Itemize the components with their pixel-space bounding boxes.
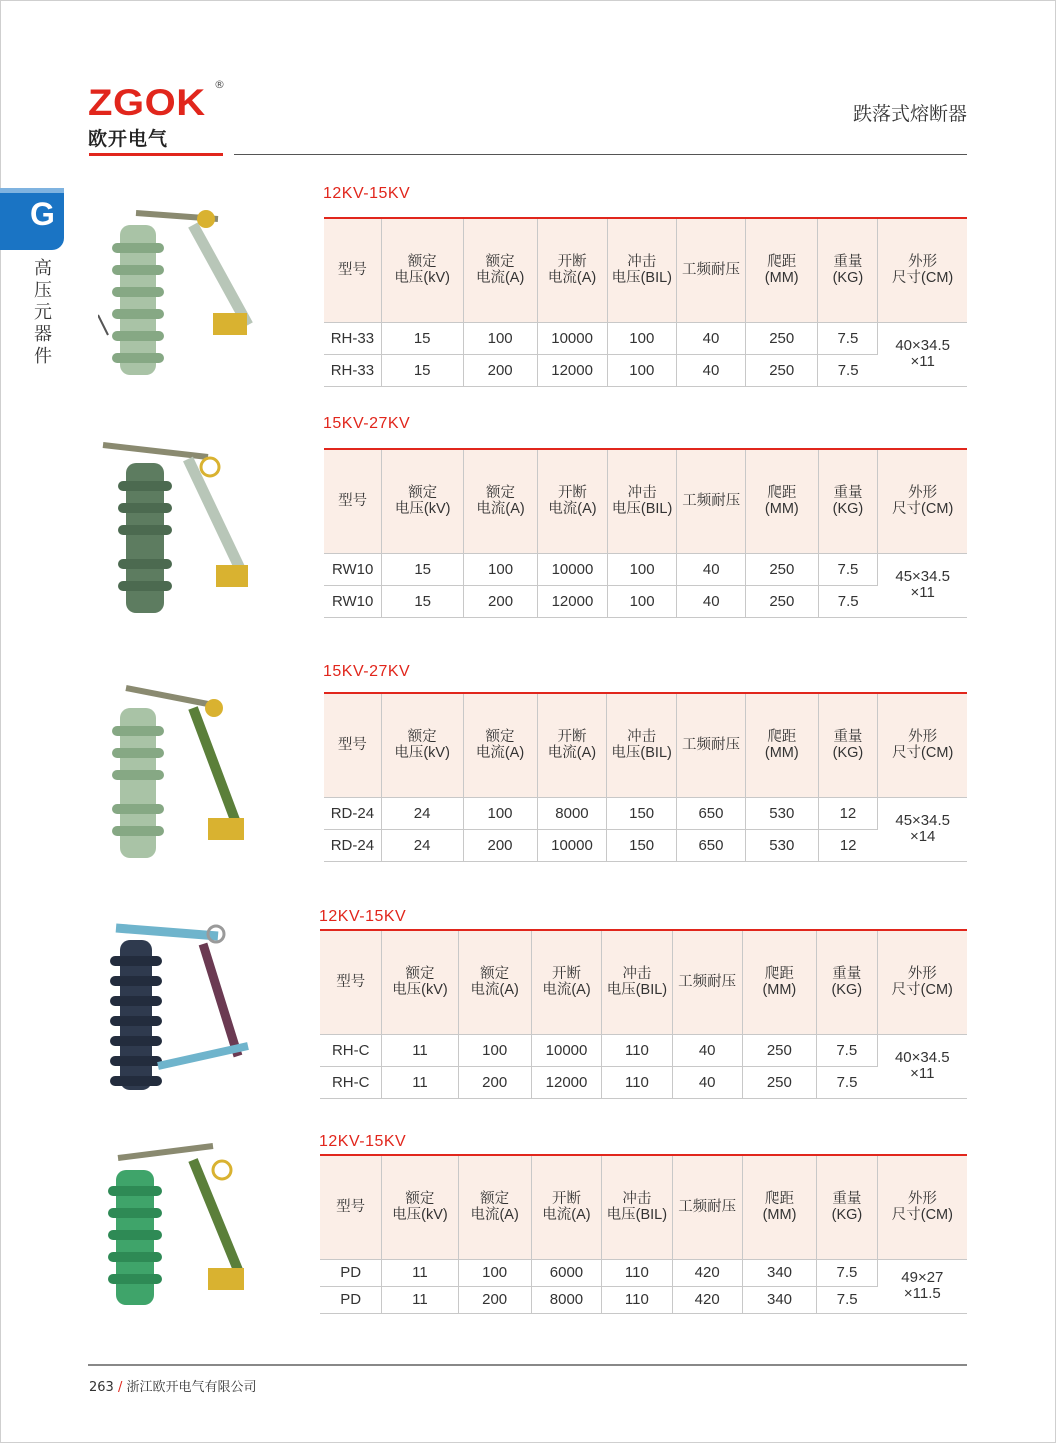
column-header-line: 额定 [480,1191,510,1208]
table-cell: 7.5 [818,354,878,386]
column-header [458,1156,531,1259]
spec-table [324,450,967,618]
column-header-line: 电流(A) [470,982,519,999]
table-cell: 110 [602,1259,672,1286]
table-cell: 100 [607,354,677,386]
table-cell: 250 [742,1034,816,1066]
table-cell: 8000 [537,797,607,829]
table-cell: 530 [746,829,818,861]
footer-rule [88,1364,967,1366]
table-cell: 200 [463,829,537,861]
table-cell: RH-33 [324,322,381,354]
table-cell: 12000 [537,354,607,386]
table-cell: 10000 [537,829,607,861]
fuse-product-image [98,916,258,1106]
column-header [324,450,382,553]
table-cell: 100 [463,797,537,829]
tab-label-char: 压 [34,280,52,301]
column-header-line: (KG) [832,270,864,287]
column-header-line: (MM) [764,745,799,762]
spec-table [324,694,967,862]
table-cell: 200 [458,1066,531,1098]
table-row [320,1286,967,1313]
section-tab-highlight [0,188,64,193]
column-header-line: 外形 [907,1191,937,1208]
column-header [458,931,531,1034]
column-header-line: 电流(A) [470,1207,519,1224]
table-cell: 340 [742,1286,816,1313]
table-cell: 15 [381,322,463,354]
table-cell: 7.5 [817,1286,878,1313]
company-name: 浙江欧开电气有限公司 [126,1380,257,1395]
table-cell: 420 [672,1286,742,1313]
table-cell: PD [320,1259,382,1286]
column-header [538,450,608,553]
table-cell: 420 [672,1259,742,1286]
footer [89,1376,257,1395]
column-header-line: 重量 [832,1191,862,1208]
column-header-line: (KG) [831,982,863,999]
column-header [817,1156,878,1259]
table-cell: 12000 [538,585,608,617]
table-cell: 340 [742,1259,816,1286]
table-cell: RW10 [324,585,382,617]
column-header-line: 重量 [832,966,862,983]
table-cell: 7.5 [817,1259,878,1286]
footer-separator: / [117,1380,123,1395]
column-header-line: 开断 [552,966,581,983]
column-header-line: 尺寸(CM) [892,270,954,287]
header-rule [234,154,967,155]
logo-wordmark: ZGOK [88,82,206,123]
column-header-line: 电流(A) [542,1207,591,1224]
column-header [877,1156,967,1259]
dimension-line: 45×34.5 [895,812,950,829]
column-header-line: 型号 [337,262,367,279]
table-header-row [324,219,967,322]
column-header [464,450,538,553]
column-header-line: 电压(BIL) [606,982,668,999]
column-header-line: 额定 [405,966,435,983]
column-header-line: 电流(A) [547,745,597,762]
column-header [677,450,746,553]
column-header-line: 额定 [485,729,515,746]
table-row [324,797,967,829]
table-cell: 40 [672,1034,742,1066]
column-header-line: 型号 [336,974,366,991]
column-header-line: 电压(kV) [392,1207,448,1224]
table-cell: 40 [672,1066,742,1098]
column-header-line: 额定 [407,254,437,271]
tab-label-char: 器 [34,324,52,345]
column-header-line: 电压(BIL) [611,501,673,518]
table-cell: 11 [382,1034,458,1066]
column-header [878,694,967,797]
column-header-line: 工频耐压 [681,737,740,754]
column-header [382,1156,458,1259]
column-header-line: 额定 [408,485,438,502]
column-header [677,219,746,322]
column-header-line: 电流(A) [476,501,525,518]
table-cell: 100 [458,1259,531,1286]
table-cell: 7.5 [818,322,878,354]
column-header [381,694,463,797]
column-header-line: 额定 [480,966,510,983]
table-cell: 250 [746,585,818,617]
column-header-line: 重量 [833,254,863,271]
column-header-line: (KG) [831,1207,863,1224]
table-cell: RW10 [324,553,382,585]
brand-logo [88,78,225,151]
column-header-line: 型号 [337,737,367,754]
column-header-line: 额定 [485,254,515,271]
column-header [877,931,967,1034]
table-cell: 650 [676,829,745,861]
column-header-line: (KG) [832,745,864,762]
spec-table [324,219,967,387]
column-header-line: 冲击 [627,254,657,271]
column-header-line: 电压(BIL) [611,745,672,762]
dimension-line: ×14 [909,828,936,845]
table-cell: 24 [381,829,463,861]
page-title: 跌落式熔断器 [852,103,967,125]
column-header [818,450,878,553]
column-header [602,1156,672,1259]
section-title: 12KV-15KV [319,908,407,925]
column-header [746,450,818,553]
column-header-line: 开断 [551,1191,581,1208]
table-cell: RH-C [320,1034,382,1066]
dimension-line: 40×34.5 [894,1049,950,1066]
table-cell: RD-24 [324,829,381,861]
column-header-line: 尺寸(CM) [891,982,953,999]
dimension-line: ×11 [910,1065,935,1082]
column-header-line: 冲击 [627,729,657,746]
table-cell: 100 [607,322,677,354]
column-header [676,694,745,797]
table-header-row [320,1156,967,1259]
table-cell: 11 [382,1066,458,1098]
dimension-cell [877,1034,967,1098]
logo-chinese-name: 欧开电气 [88,128,169,150]
column-header [602,931,672,1034]
table-cell: 7.5 [818,553,878,585]
column-header-line: 冲击 [622,1191,652,1208]
table-cell: 530 [746,797,818,829]
table-cell: 40 [677,585,746,617]
dimension-line: 49×27 [901,1269,944,1286]
table-cell: 110 [602,1286,672,1313]
dimension-line: ×11.5 [903,1285,941,1302]
column-header-line: 电流(A) [547,270,597,287]
table-row [324,553,967,585]
table-cell: 150 [607,797,676,829]
column-header-line: 额定 [405,1191,435,1208]
dimension-cell [877,1259,967,1313]
column-header-line: 电压(kV) [394,501,451,518]
table-cell: 650 [676,797,745,829]
column-header [878,450,967,553]
column-header [607,450,676,553]
table-cell: 11 [382,1286,458,1313]
table-cell: 7.5 [817,1066,878,1098]
table-cell: 12000 [531,1066,602,1098]
column-header-line: 外形 [908,729,938,746]
column-header [320,1156,382,1259]
column-header-line: 额定 [407,729,437,746]
column-header-line: 开断 [557,485,587,502]
column-header [382,931,458,1034]
column-header-line: (MM) [764,501,799,518]
table-cell: RD-24 [324,797,381,829]
column-header [672,931,742,1034]
table-cell: 100 [458,1034,531,1066]
column-header [382,450,464,553]
page-number: 263 [89,1380,114,1395]
column-header-line: (MM) [764,270,799,287]
column-header-line: 重量 [833,485,863,502]
table-cell: RH-33 [324,354,381,386]
table-cell: 200 [464,585,538,617]
column-header-line: 爬距 [765,1191,794,1208]
column-header [607,694,676,797]
dimension-cell [878,322,967,386]
table-cell: 11 [382,1259,458,1286]
fuse-product-image [98,678,258,868]
column-header-line: 爬距 [767,254,797,271]
tab-label-char: 元 [34,302,52,323]
dimension-cell [878,553,967,617]
column-header-line: 爬距 [764,966,794,983]
table-row [324,829,967,861]
table-cell: 100 [607,585,676,617]
table-cell: 12 [818,829,878,861]
logo-underline [89,153,223,156]
table-cell: 7.5 [817,1034,878,1066]
column-header-line: 电压(BIL) [606,1207,668,1224]
table-cell: 15 [381,354,463,386]
column-header-line: 型号 [338,493,368,510]
column-header-line: 工频耐压 [682,493,741,510]
column-header [746,694,818,797]
column-header-line: 尺寸(CM) [891,1207,953,1224]
column-header [531,931,602,1034]
column-header-line: 额定 [486,485,516,502]
table-cell: 150 [607,829,676,861]
registered-mark: ® [214,78,225,91]
column-header-line: 外形 [908,485,938,502]
section-title: 15KV-27KV [323,415,411,432]
dimension-line: ×11 [910,584,935,601]
column-header-line: 开断 [557,729,587,746]
column-header [324,219,381,322]
column-header [537,694,607,797]
table-cell: 200 [458,1286,531,1313]
table-row [324,322,967,354]
table-cell: 10000 [538,553,608,585]
column-header-line: 电流(A) [548,501,597,518]
column-header-line: 冲击 [627,485,657,502]
column-header-line: 电压(BIL) [611,270,672,287]
table-row [320,1034,967,1066]
column-header [818,694,878,797]
column-header-line: 开断 [557,254,587,271]
table-cell: RH-C [320,1066,382,1098]
column-header-line: 电流(A) [542,982,591,999]
table-row [320,1259,967,1286]
column-header-line: 尺寸(CM) [892,501,954,518]
table-cell: 250 [746,553,818,585]
table-cell: 100 [607,553,676,585]
column-header [320,931,382,1034]
table-cell: 10000 [537,322,607,354]
column-header-line: 外形 [908,254,938,271]
column-header [531,1156,601,1259]
fuse-product-image [98,195,258,385]
table-row [324,354,967,386]
column-header-line: 电压(kV) [392,982,448,999]
column-header-line: 工频耐压 [682,262,740,279]
column-header-line: (MM) [762,982,797,999]
spec-table [320,1156,967,1314]
section-title: 12KV-15KV [319,1133,407,1150]
column-header-line: 工频耐压 [678,974,737,991]
section-title: 15KV-27KV [323,663,411,680]
table-cell: 250 [745,322,817,354]
column-header-line: 尺寸(CM) [892,745,954,762]
column-header-line: 电压(kV) [394,745,450,762]
table-cell: 8000 [531,1286,601,1313]
tab-label-char: 件 [34,346,52,367]
column-header-line: 电压(kV) [394,270,450,287]
table-cell: 100 [464,553,538,585]
dimension-line: ×11 [910,353,935,370]
column-header-line: (MM) [762,1207,797,1224]
column-header-line: 外形 [907,966,937,983]
column-header [818,219,878,322]
table-cell: 250 [742,1066,816,1098]
column-header-line: 电流(A) [475,745,525,762]
column-header-line: 重量 [833,729,863,746]
table-cell: 110 [602,1034,672,1066]
table-header-row [324,694,967,797]
table-row [324,585,967,617]
column-header-line: (KG) [832,501,864,518]
column-header-line: 电流(A) [475,270,525,287]
column-header-line: 型号 [336,1199,366,1216]
table-cell: 6000 [531,1259,601,1286]
table-header-row [324,450,967,553]
fuse-product-image [98,1130,258,1320]
column-header [607,219,677,322]
column-header-line: 爬距 [767,729,797,746]
table-cell: 15 [382,553,464,585]
section-tab-letter: G [30,196,55,232]
table-cell: 40 [677,322,746,354]
table-row [320,1066,967,1098]
column-header [878,219,967,322]
table-cell: PD [320,1286,382,1313]
column-header [817,931,878,1034]
tab-label-char: 高 [34,258,52,279]
dimension-line: 40×34.5 [895,337,950,354]
table-cell: 40 [677,354,746,386]
table-cell: 15 [382,585,464,617]
column-header [463,219,537,322]
dimension-cell [878,797,967,861]
table-cell: 110 [602,1066,672,1098]
table-cell: 40 [677,553,746,585]
column-header [742,1156,816,1259]
table-header-row [320,931,967,1034]
table-cell: 250 [745,354,817,386]
table-cell: 100 [463,322,537,354]
column-header [672,1156,742,1259]
column-header [537,219,607,322]
table-cell: 7.5 [818,585,878,617]
dimension-line: 45×34.5 [895,568,950,585]
column-header-line: 工频耐压 [678,1199,737,1216]
fuse-product-image [98,435,258,625]
table-cell: 10000 [531,1034,602,1066]
section-tab-label [33,258,53,368]
column-header [463,694,537,797]
column-header-line: 冲击 [622,966,652,983]
table-cell: 200 [463,354,537,386]
table-cell: 24 [381,797,463,829]
column-header [381,219,463,322]
column-header [742,931,816,1034]
table-cell: 12 [818,797,878,829]
spec-table [320,931,967,1099]
column-header [745,219,817,322]
column-header-line: 爬距 [767,485,797,502]
section-title: 12KV-15KV [323,185,411,202]
column-header [324,694,381,797]
